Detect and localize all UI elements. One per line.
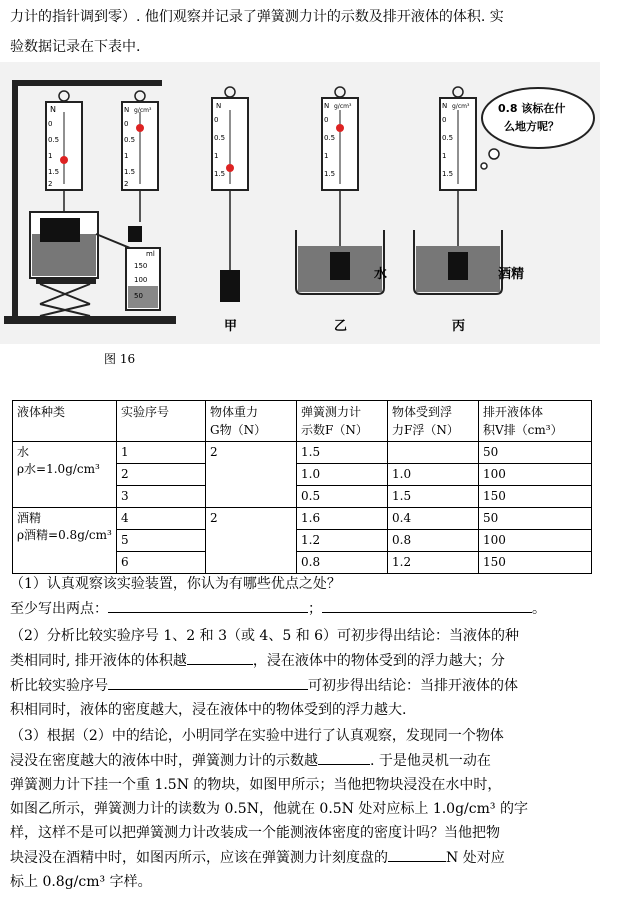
svg-text:么地方呢？: 么地方呢？ [504, 120, 559, 133]
label-bing: 丙 [452, 319, 466, 334]
svg-text:1.5: 1.5 [442, 170, 454, 178]
intro-line-1: 力计的指针调到零）. 他们观察并记录了弹簧测力计的示数及排开液体的体积. 实 [10, 9, 504, 25]
intro-text [10, 2, 610, 62]
header-scale-reading: 弹簧测力计 示数F（N） [297, 401, 388, 442]
alcohol-label: 酒精 [498, 267, 525, 282]
liquid-cell-alcohol: 酒精 ρ酒精=0.8g/cm³ [13, 508, 117, 574]
header-liquid-type: 液体种类 [13, 401, 117, 442]
scale-jia [212, 87, 248, 302]
svg-text:0.5: 0.5 [48, 136, 60, 144]
svg-text:g/cm³: g/cm³ [134, 107, 152, 114]
svg-text:0: 0 [214, 116, 219, 124]
svg-text:g/cm³: g/cm³ [334, 103, 352, 110]
svg-text:1: 1 [214, 152, 219, 160]
svg-text:0.5: 0.5 [214, 134, 226, 142]
svg-text:N: N [124, 106, 130, 114]
svg-text:ml: ml [146, 250, 155, 258]
table-row: 水 ρ水=1.0g/cm³ 1 2 1.5 50 [13, 442, 592, 464]
table-row: 5 1.2 0.8 100 [13, 530, 592, 552]
intro-line-2: 验数据记录在下表中. [10, 39, 141, 55]
table-row: 3 0.5 1.5 150 [13, 486, 592, 508]
answer-blank-2a[interactable] [187, 648, 253, 665]
question-1: （1）认真观察该实验装置，你认为有哪些优点之处？ 至少写出两点： ； 。 [10, 576, 546, 617]
svg-text:1: 1 [124, 152, 129, 160]
overflow-beaker [30, 212, 130, 316]
svg-text:100: 100 [134, 276, 148, 284]
water-label: 水 [374, 267, 388, 282]
data-table [12, 400, 592, 574]
svg-text:1.5: 1.5 [324, 170, 336, 178]
svg-text:50: 50 [134, 292, 143, 300]
svg-text:N: N [324, 102, 330, 110]
thought-bubble [481, 88, 594, 169]
table-row: 酒精 ρ酒精=0.8g/cm³ 4 2 1.6 0.4 50 [13, 508, 592, 530]
svg-text:0.8 该标在什: 0.8 该标在什 [498, 102, 566, 115]
liquid-cell-water: 水 ρ水=1.0g/cm³ [13, 442, 117, 508]
table-header-row [13, 401, 592, 442]
weight-cell-alcohol: 2 [206, 508, 297, 574]
svg-text:2: 2 [124, 180, 129, 188]
svg-text:1.5: 1.5 [214, 170, 226, 178]
svg-text:N: N [50, 105, 56, 114]
spring-scale-2 [122, 91, 158, 222]
question-3: （3）根据（2）中的结论，小明同学在实验中进行了认真观察，发现同一个物体 浸没在密度越大的液体中时，弹簧测力计的示数越 . 于是他灵机一动在 弹簧测力计下挂一个重 1.5N 的物块，如图甲所示；当他把物块浸没在水中时， 如图乙所示，弹簧测力计的读数为 0.5N，他就在 0.5N 处对应标上 1.0g/cm³ 的字 样，这样不是可以把弹簧测力计改装成一个能测液体密度的密度计吗？当他把物 块浸没在酒精中时，如图丙所示，应该在弹簧测力计刻度盘的 N 处对应 标上 0.8g/cm³ 字样。 [10, 728, 528, 890]
svg-text:0.5: 0.5 [124, 136, 136, 144]
answer-blank-2b[interactable] [108, 673, 308, 690]
measuring-cylinder [126, 226, 160, 310]
header-displaced-volume: 排开液体体 积V排（cm³） [479, 401, 592, 442]
label-yi: 乙 [334, 319, 348, 334]
svg-text:0: 0 [442, 116, 447, 124]
svg-text:1: 1 [324, 152, 329, 160]
table-row: 6 0.8 1.2 150 [13, 552, 592, 574]
svg-text:150: 150 [134, 262, 148, 270]
apparatus-illustration [0, 62, 600, 344]
svg-text:1.5: 1.5 [124, 168, 136, 176]
svg-text:0.5: 0.5 [324, 134, 336, 142]
svg-text:0: 0 [324, 116, 329, 124]
svg-text:N: N [216, 102, 222, 110]
weight-cell-water: 2 [206, 442, 297, 508]
scale-yi [296, 87, 384, 294]
header-buoyant-force: 物体受到浮 力F浮（N） [388, 401, 479, 442]
header-weight: 物体重力 G物（N） [206, 401, 297, 442]
figure-caption: 图 16 [104, 352, 136, 366]
svg-text:0.5: 0.5 [442, 134, 454, 142]
svg-text:2: 2 [48, 180, 53, 188]
svg-text:0: 0 [124, 120, 129, 128]
table-row: 2 1.0 1.0 100 [13, 464, 592, 486]
svg-text:1: 1 [442, 152, 447, 160]
svg-text:1.5: 1.5 [48, 168, 60, 176]
label-jia: 甲 [224, 319, 238, 334]
spring-scale-1 [46, 91, 82, 212]
answer-blank-1b[interactable] [322, 596, 532, 613]
svg-text:g/cm³: g/cm³ [452, 103, 470, 110]
answer-blank-3b[interactable] [388, 845, 446, 862]
svg-text:1: 1 [48, 152, 53, 160]
svg-text:N: N [442, 102, 448, 110]
question-2: （2）分析比较实验序号 1、2 和 3（或 4、5 和 6）可初步得出结论：当液体的种 类相同时, 排开液体的体积越 ，浸在液体中的物体受到的浮力越大；分 析比较实验序号 可初步得出结论：当排开液体的体 积相同时，液体的密度越大，浸在液体中的物体受到的浮力越大. [10, 628, 520, 718]
header-trial-no: 实验序号 [117, 401, 206, 442]
answer-blank-1a[interactable] [108, 596, 308, 613]
svg-text:0: 0 [48, 120, 53, 128]
figure-16 [0, 62, 600, 344]
answer-blank-3a[interactable] [318, 748, 370, 765]
